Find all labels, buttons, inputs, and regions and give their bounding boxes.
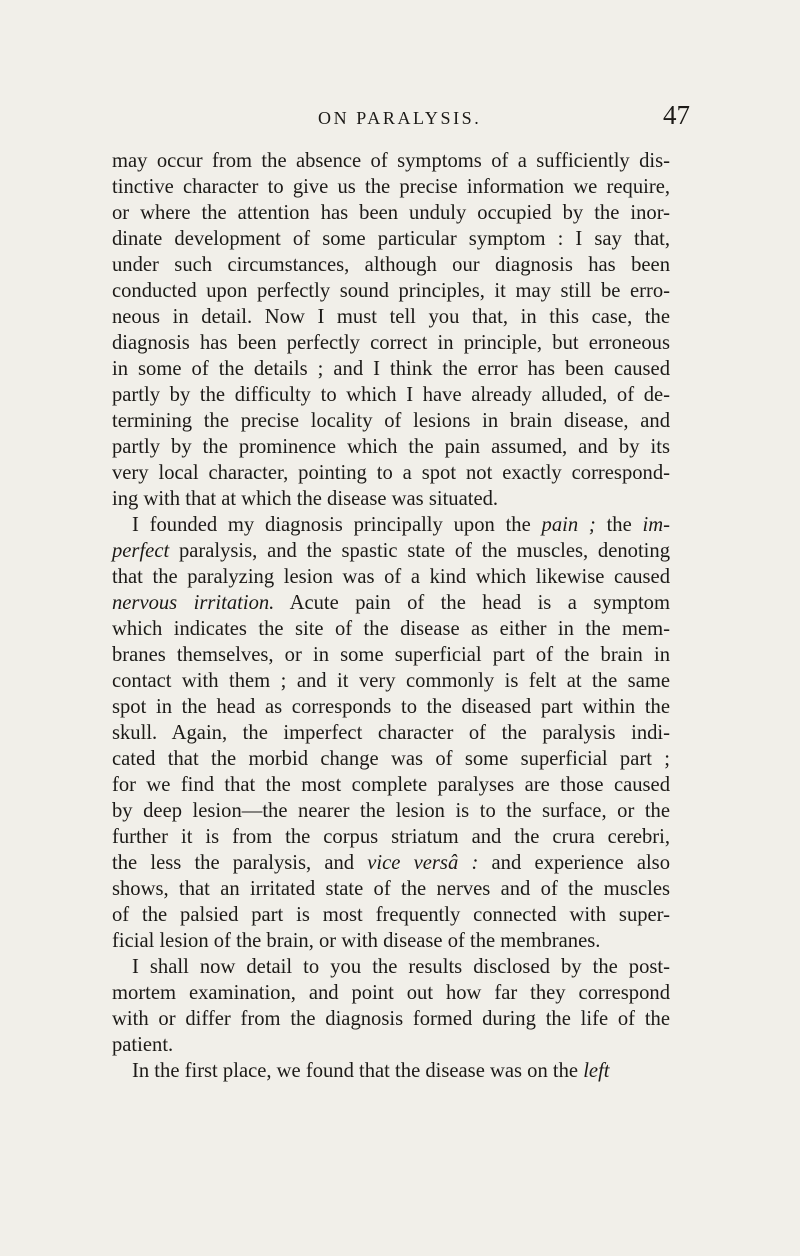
text-line: cated that the morbid change was of some superficial part ; [112,748,670,770]
text-line: dinate development of some particular symptom : I say that, [112,228,670,250]
italic-imperfect-part2: perfect [112,540,170,562]
text-line: conducted upon perfectly sound principles, it may still be erro- [112,280,670,302]
text-line: with or differ from the diagnosis formed during the life of the [112,1008,670,1030]
text-line: shows, that an irritated state of the nerves and of the muscles [112,878,670,900]
text-line: skull. Again, the imperfect character of the paralysis indi- [112,722,670,744]
text-line: or where the attention has been unduly occupied by the inor- [112,202,670,224]
text-line: branes themselves, or in some superficial part of the brain in [112,644,670,666]
italic-vice-versa: vice versâ : [367,852,479,874]
italic-imperfect-part1: im- [642,514,670,536]
text-line: of the palsied part is most frequently connected with super- [112,904,670,926]
text-line: tinctive character to give us the precise information we require, [112,176,670,198]
text-line: I shall now detail to you the results disclosed by the post- [132,956,670,978]
text-line: in some of the details ; and I think the error has been caused [112,358,670,380]
paragraph-2 [112,512,670,954]
text-line: mortem examination, and point out how far they correspond [112,982,670,1004]
text-line: for we find that the most complete paralyses are those caused [112,774,670,796]
text-line: very local character, pointing to a spot not exactly correspond- [112,462,670,484]
text-line: may occur from the absence of symptoms of a sufficiently dis- [112,150,670,172]
text-line: which indicates the site of the disease as either in the mem- [112,618,670,640]
text-line: ing with that at which the disease was situated. [112,488,499,510]
text-line: perfect paralysis, and the spastic state of the muscles, denoting [112,540,670,562]
text-line: partly by the prominence which the pain assumed, and by its [112,436,670,458]
text-line: In the first place, we found that the disease was on the left [132,1060,610,1082]
text-line: contact with them ; and it very commonly is felt at the same [112,670,670,692]
page-header [0,100,690,136]
text-line: nervous irritation. Acute pain of the head is a symptom [112,592,670,614]
paragraph-3 [112,954,670,1058]
text-line: termining the precise locality of lesions in brain disease, and [112,410,670,432]
text-line: that the paralyzing lesion was of a kind which likewise caused [112,566,670,588]
text-line: partly by the difficulty to which I have already alluded, of de- [112,384,670,406]
italic-pain: pain ; [541,514,596,536]
text-line: I founded my diagnosis principally upon the pain ; the im- [132,514,670,536]
text-line: patient. [112,1034,174,1056]
paragraph-4 [112,1058,670,1084]
text-line: spot in the head as corresponds to the diseased part within the [112,696,670,718]
body-text [112,148,670,1084]
text-line: neous in detail. Now I must tell you that, in this case, the [112,306,670,328]
text-line: by deep lesion—the nearer the lesion is to the surface, or the [112,800,670,822]
page-number: 47 [663,100,690,130]
text-line: the less the paralysis, and vice versâ : and experience also [112,852,670,874]
text-line: under such circumstances, although our diagnosis has been [112,254,670,276]
italic-left: left [583,1060,610,1082]
text-line: further it is from the corpus striatum and the crura cerebri, [112,826,670,848]
text-line: ficial lesion of the brain, or with disease of the membranes. [112,930,601,952]
text-line: diagnosis has been perfectly correct in principle, but erroneous [112,332,670,354]
italic-nervous-irritation: nervous irritation. [112,592,275,614]
paragraph-1 [112,148,670,512]
running-title: ON PARALYSIS. [318,108,482,128]
